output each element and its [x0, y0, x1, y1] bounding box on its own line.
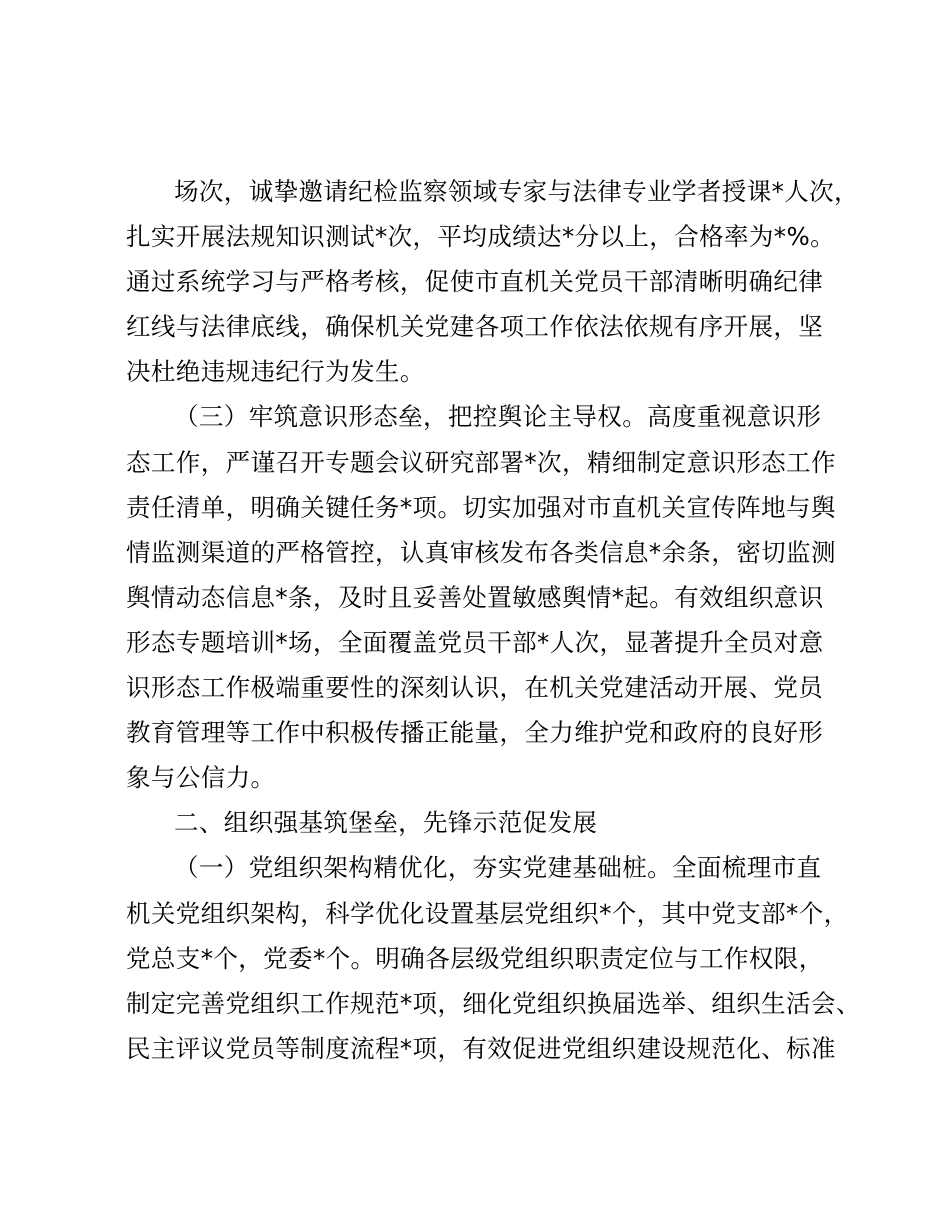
text-line: 制定完善党组织工作规范*项，细化党组织换届选举、组织生活会、: [126, 988, 861, 1018]
text-line: 舆情动态信息*条，及时且妥善处置敏感舆情*起。有效组织意识: [126, 582, 824, 612]
text-line: 象与公信力。: [126, 763, 276, 793]
text-line: 责任清单，明确关键任务*项。切实加强对市直机关宣传阵地与舆: [126, 492, 836, 522]
text-line: 党总支*个，党委*个。明确各层级党组织职责定位与工作权限，: [126, 943, 824, 973]
text-line: 决杜绝违规违纪行为发生。: [126, 357, 425, 387]
text-line: 场次，诚挚邀请纪检监察领域专家与法律专业学者授课*人次，: [174, 177, 859, 206]
text-line: 民主评议党员等制度流程*项，有效促进党组织建设规范化、标准: [126, 1033, 836, 1063]
chapter-heading: 二、组织强基筑堡垒，先锋示范促发展: [174, 808, 598, 838]
section-heading-line: （一）党组织架构精优化，夯实党建基础桩。全面梳理市直: [174, 853, 822, 883]
text-line: 机关党组织架构，科学优化设置基层党组织*个，其中党支部*个，: [126, 898, 849, 928]
text-line: 扎实开展法规知识测试*次，平均成绩达*分以上，合格率为*%。: [126, 222, 836, 252]
text-line: 红线与法律底线，确保机关党建各项工作依法依规有序开展，坚: [126, 312, 824, 342]
text-line: 情监测渠道的严格管控，认真审核发布各类信息*余条，密切监测: [126, 537, 836, 567]
text-line: 教育管理等工作中积极传播正能量，全力维护党和政府的良好形: [126, 718, 824, 748]
text-line: 通过系统学习与严格考核，促使市直机关党员干部清晰明确纪律: [126, 267, 824, 297]
text-line: 态工作，严谨召开专题会议研究部署*次，精细制定意识形态工作: [126, 447, 836, 477]
text-line: 识形态工作极端重要性的深刻认识，在机关党建活动开展、党员: [126, 673, 824, 703]
section-heading-line: （三）牢筑意识形态垒，把控舆论主导权。高度重视意识形: [174, 402, 822, 432]
text-line: 形态专题培训*场，全面覆盖党员干部*人次，显著提升全员对意: [126, 627, 824, 657]
document-body: [126, 169, 866, 1071]
